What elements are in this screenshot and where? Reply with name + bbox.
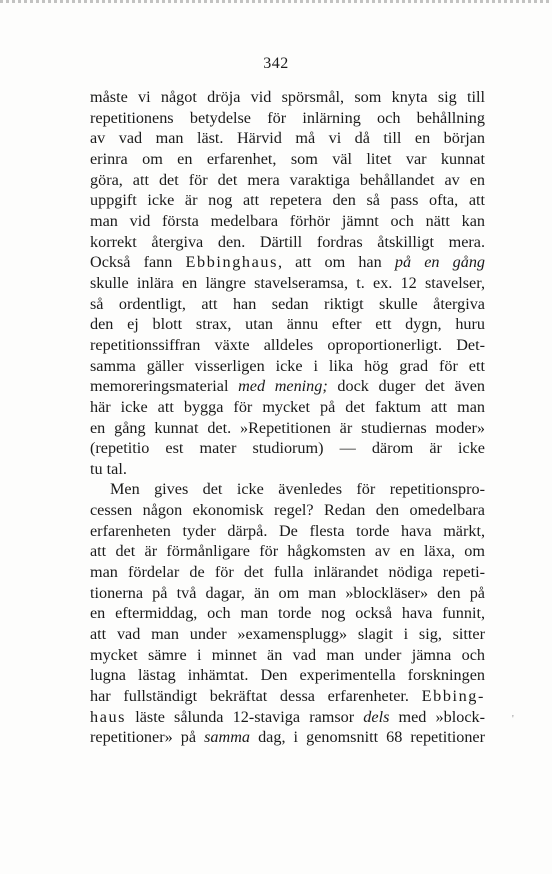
text-segment: lugna lästag inhämtat. Den experimentella forskningen: [90, 666, 485, 685]
text-line: [90, 665, 485, 686]
text-segment: korrekt återgiva den. Därtill fordras åtskilligt mera.: [90, 232, 485, 251]
text-segment: så ordentligt, att han sedan riktigt skulle återgiva: [90, 294, 485, 313]
text-line: [90, 149, 485, 170]
text-segment: tu tal.: [90, 459, 127, 478]
text-segment: memoreringsmaterial: [90, 377, 239, 396]
text-line: [90, 190, 485, 211]
text-segment: dock duger det även: [327, 377, 486, 396]
text-line: [90, 645, 485, 666]
text-segment: har fullständigt bekräftat dessa erfarenheter.: [90, 687, 422, 706]
italic-text: dels: [363, 707, 390, 726]
text-segment: här icke att bygga för mycket på det faktum att man: [90, 397, 485, 416]
text-line: [90, 479, 485, 500]
text-segment: den ej blott strax, utan ännu efter ett dygn, huru: [90, 315, 485, 334]
text-segment: cessen någon ekonomisk regel? Redan den omedelbara: [90, 501, 485, 520]
text-line: [90, 418, 485, 439]
text-line: [90, 376, 485, 397]
text-line: [90, 128, 485, 149]
italic-text: samma: [204, 728, 250, 747]
text-segment: samma gäller visserligen icke i lika hög grad för ett: [90, 356, 485, 375]
spaced-name: Ebbinghaus: [185, 253, 278, 272]
text-segment: en eftermiddag, och man torde nog också hava funnit,: [90, 604, 485, 623]
text-segment: skulle inlära en längre stavelseramsa, t. ex. 12 stavelser,: [90, 273, 485, 292]
text-line: [90, 459, 485, 480]
text-segment: Men gives det icke ävenledes för repetitionspro-: [110, 480, 485, 499]
text-line: [90, 500, 485, 521]
text-line: [90, 686, 485, 707]
text-line: [90, 170, 485, 191]
text-segment: att vad man under »examensplugg» slagit i sig, sitter: [90, 625, 485, 644]
margin-mark: ': [512, 714, 514, 725]
text-segment: med »block-: [389, 707, 485, 726]
text-segment: repetitioner» på: [90, 728, 205, 747]
text-line: [90, 335, 485, 356]
spaced-name: haus: [90, 707, 127, 726]
text-line: [90, 541, 485, 562]
spaced-name: Ebbing-: [421, 687, 485, 706]
italic-text: på en gång: [394, 253, 486, 272]
text-line: [90, 397, 485, 418]
text-line: [90, 294, 485, 315]
text-segment: tionerna på två dagar, än om man »blockläser» den på: [90, 583, 485, 602]
text-line: [90, 252, 485, 273]
text-segment: en gång kunnat det. »Repetitionen är studiernas moder»: [90, 418, 485, 437]
text-segment: repetitionens betydelse för inlärning och behållning: [90, 108, 485, 127]
text-segment: man vid första medelbara förhör jämnt och nätt kan: [90, 211, 485, 230]
text-segment: Också fann: [90, 253, 186, 272]
text-segment: dag, i genomsnitt 68 repetitioner: [250, 728, 485, 747]
text-line: [90, 211, 485, 232]
text-segment: , att om han: [277, 253, 395, 272]
text-line: [90, 108, 485, 129]
text-line: [90, 562, 485, 583]
text-segment: läste sålunda 12-staviga ramsor: [126, 707, 364, 726]
page-top-edge: [0, 0, 552, 3]
text-segment: av vad man läst. Härvid må vi då till en början: [90, 129, 485, 148]
text-line: [90, 521, 485, 542]
body-text: [90, 87, 485, 748]
text-line: [90, 603, 485, 624]
text-segment: man fördelar de för det fulla inlärandet nödiga repeti-: [90, 563, 485, 582]
text-segment: uppgift icke är nog att repetera den så pass ofta, att: [90, 191, 485, 210]
text-segment: göra, att det för det mera varaktiga behållandet av en: [90, 170, 485, 189]
text-segment: mycket sämre i minnet än vad man under jämna och: [90, 645, 485, 664]
text-line: [90, 87, 485, 108]
italic-text: med mening;: [238, 377, 328, 396]
text-line: [90, 707, 485, 728]
text-segment: repetitionssiffran växte alldeles oproportionerligt. Det-: [90, 335, 485, 354]
text-line: [90, 232, 485, 253]
text-line: [90, 273, 485, 294]
page-number: 342: [263, 55, 289, 72]
text-segment: (repetitio est mater studiorum) — därom är icke: [90, 439, 485, 458]
text-segment: att det är förmånligare för hågkomsten av en läxa, om: [90, 542, 485, 561]
text-line: [90, 356, 485, 377]
text-segment: erfarenheten tyder därpå. De flesta torde hava märkt,: [90, 521, 485, 540]
text-line: [90, 624, 485, 645]
text-line: [90, 314, 485, 335]
text-line: [90, 438, 485, 459]
text-line: [90, 583, 485, 604]
text-segment: måste vi något dröja vid spörsmål, som knyta sig till: [90, 88, 485, 106]
text-line: [90, 727, 485, 748]
text-segment: erinra om en erfarenhet, som väl litet var kunnat: [90, 149, 485, 168]
